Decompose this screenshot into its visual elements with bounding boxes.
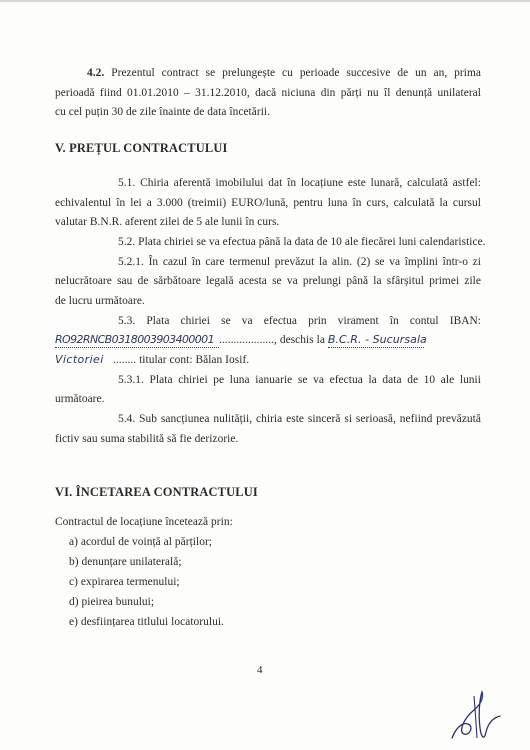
clause-5-3-1-line-2: următoare. — [55, 393, 105, 405]
termination-item-d: d) pieirea bunului; — [69, 596, 155, 608]
clause-5-3-1-line-1: 5.3.1. Plata chiriei pe luna ianuarie se va efectua la data de 10 ale lunii — [118, 374, 481, 386]
termination-item-b: b) denunțare unilaterală; — [69, 556, 182, 568]
clause-4-2-label: 4.2. — [87, 67, 105, 79]
clause-5-1-line-1: 5.1. Chiria aferentă imobilului dat în locațiune este lunară, calculată astfel: — [118, 177, 481, 189]
clause-5-3-dots-1: ..................., deschis la — [219, 334, 325, 346]
clause-5-1-line-2: echivalentul în lei a 3.000 (treimii) EURO/lună, pentru luna în curs, calculată la cursul — [55, 197, 481, 209]
section-vi-heading: VI. ÎNCETAREA CONTRACTULUI — [55, 485, 258, 499]
termination-item-e: e) desființarea titlului locatorului. — [69, 616, 224, 628]
termination-intro: Contractul de locațiune încetează prin: — [55, 516, 233, 528]
scan-top-edge — [0, 0, 530, 2]
clause-5-3-line-3 — [55, 353, 249, 367]
clause-4-2-line-3: cu cel puțin 30 de zile înainte de data încetării. — [55, 106, 271, 118]
clause-5-4-line-1: 5.4. Sub sancțiunea nulității, chiria este sinceră si serioasă, nefiind prevăzută — [118, 413, 481, 425]
page-number: 4 — [257, 664, 263, 676]
clause-5-3-account-holder: ........ titular cont: Bălan Iosif. — [113, 354, 250, 366]
handwritten-iban: RO92RNCB0318003903400001 — [55, 333, 219, 348]
clause-5-2-1-line-3: de lucru următoare. — [55, 295, 145, 307]
clause-5-2-1-line-1: 5.2.1. În cazul în care termenul prevăzut la alin. (2) se va împlini într-o zi — [118, 256, 481, 268]
clause-5-4-line-2: fictiv sau suma stabilită să fie derizorie. — [55, 433, 239, 445]
clause-4-2-line-1 — [87, 66, 481, 80]
section-v-heading: V. PREȚUL CONTRACTULUI — [55, 141, 228, 155]
clause-5-3-line-2 — [55, 333, 427, 348]
clause-4-2-text: Prezentul contract se prelungește cu perioade succesive de un an, prima — [111, 67, 481, 79]
handwritten-signature — [444, 688, 504, 746]
termination-item-a: a) acordul de voință al părților; — [69, 536, 213, 548]
handwritten-branch: Victoriei — [55, 353, 104, 366]
handwritten-bank-name: B.C.R. - Sucursala — [327, 333, 427, 346]
clause-4-2-line-2: perioadă fiind 01.01.2010 – 31.12.2010, dacă niciuna din părți nu îl denunță unilateral — [55, 87, 481, 99]
clause-5-2: 5.2. Plata chiriei se va efectua până la data de 10 ale fiecărei luni calendaristice. — [118, 236, 486, 248]
clause-5-2-1-line-2: nelucrătoare sau de sărbătoare legală acesta se va prelungi până la sfârșitul primei zile — [55, 275, 481, 287]
clause-5-3-line-1: 5.3. Plata chiriei se va efectua prin virament în contul IBAN: — [118, 315, 481, 327]
termination-item-c: c) expirarea termenului; — [69, 576, 180, 588]
clause-5-1-line-3: valutar B.N.R. aferent zilei de 5 ale lunii în curs. — [55, 216, 280, 228]
